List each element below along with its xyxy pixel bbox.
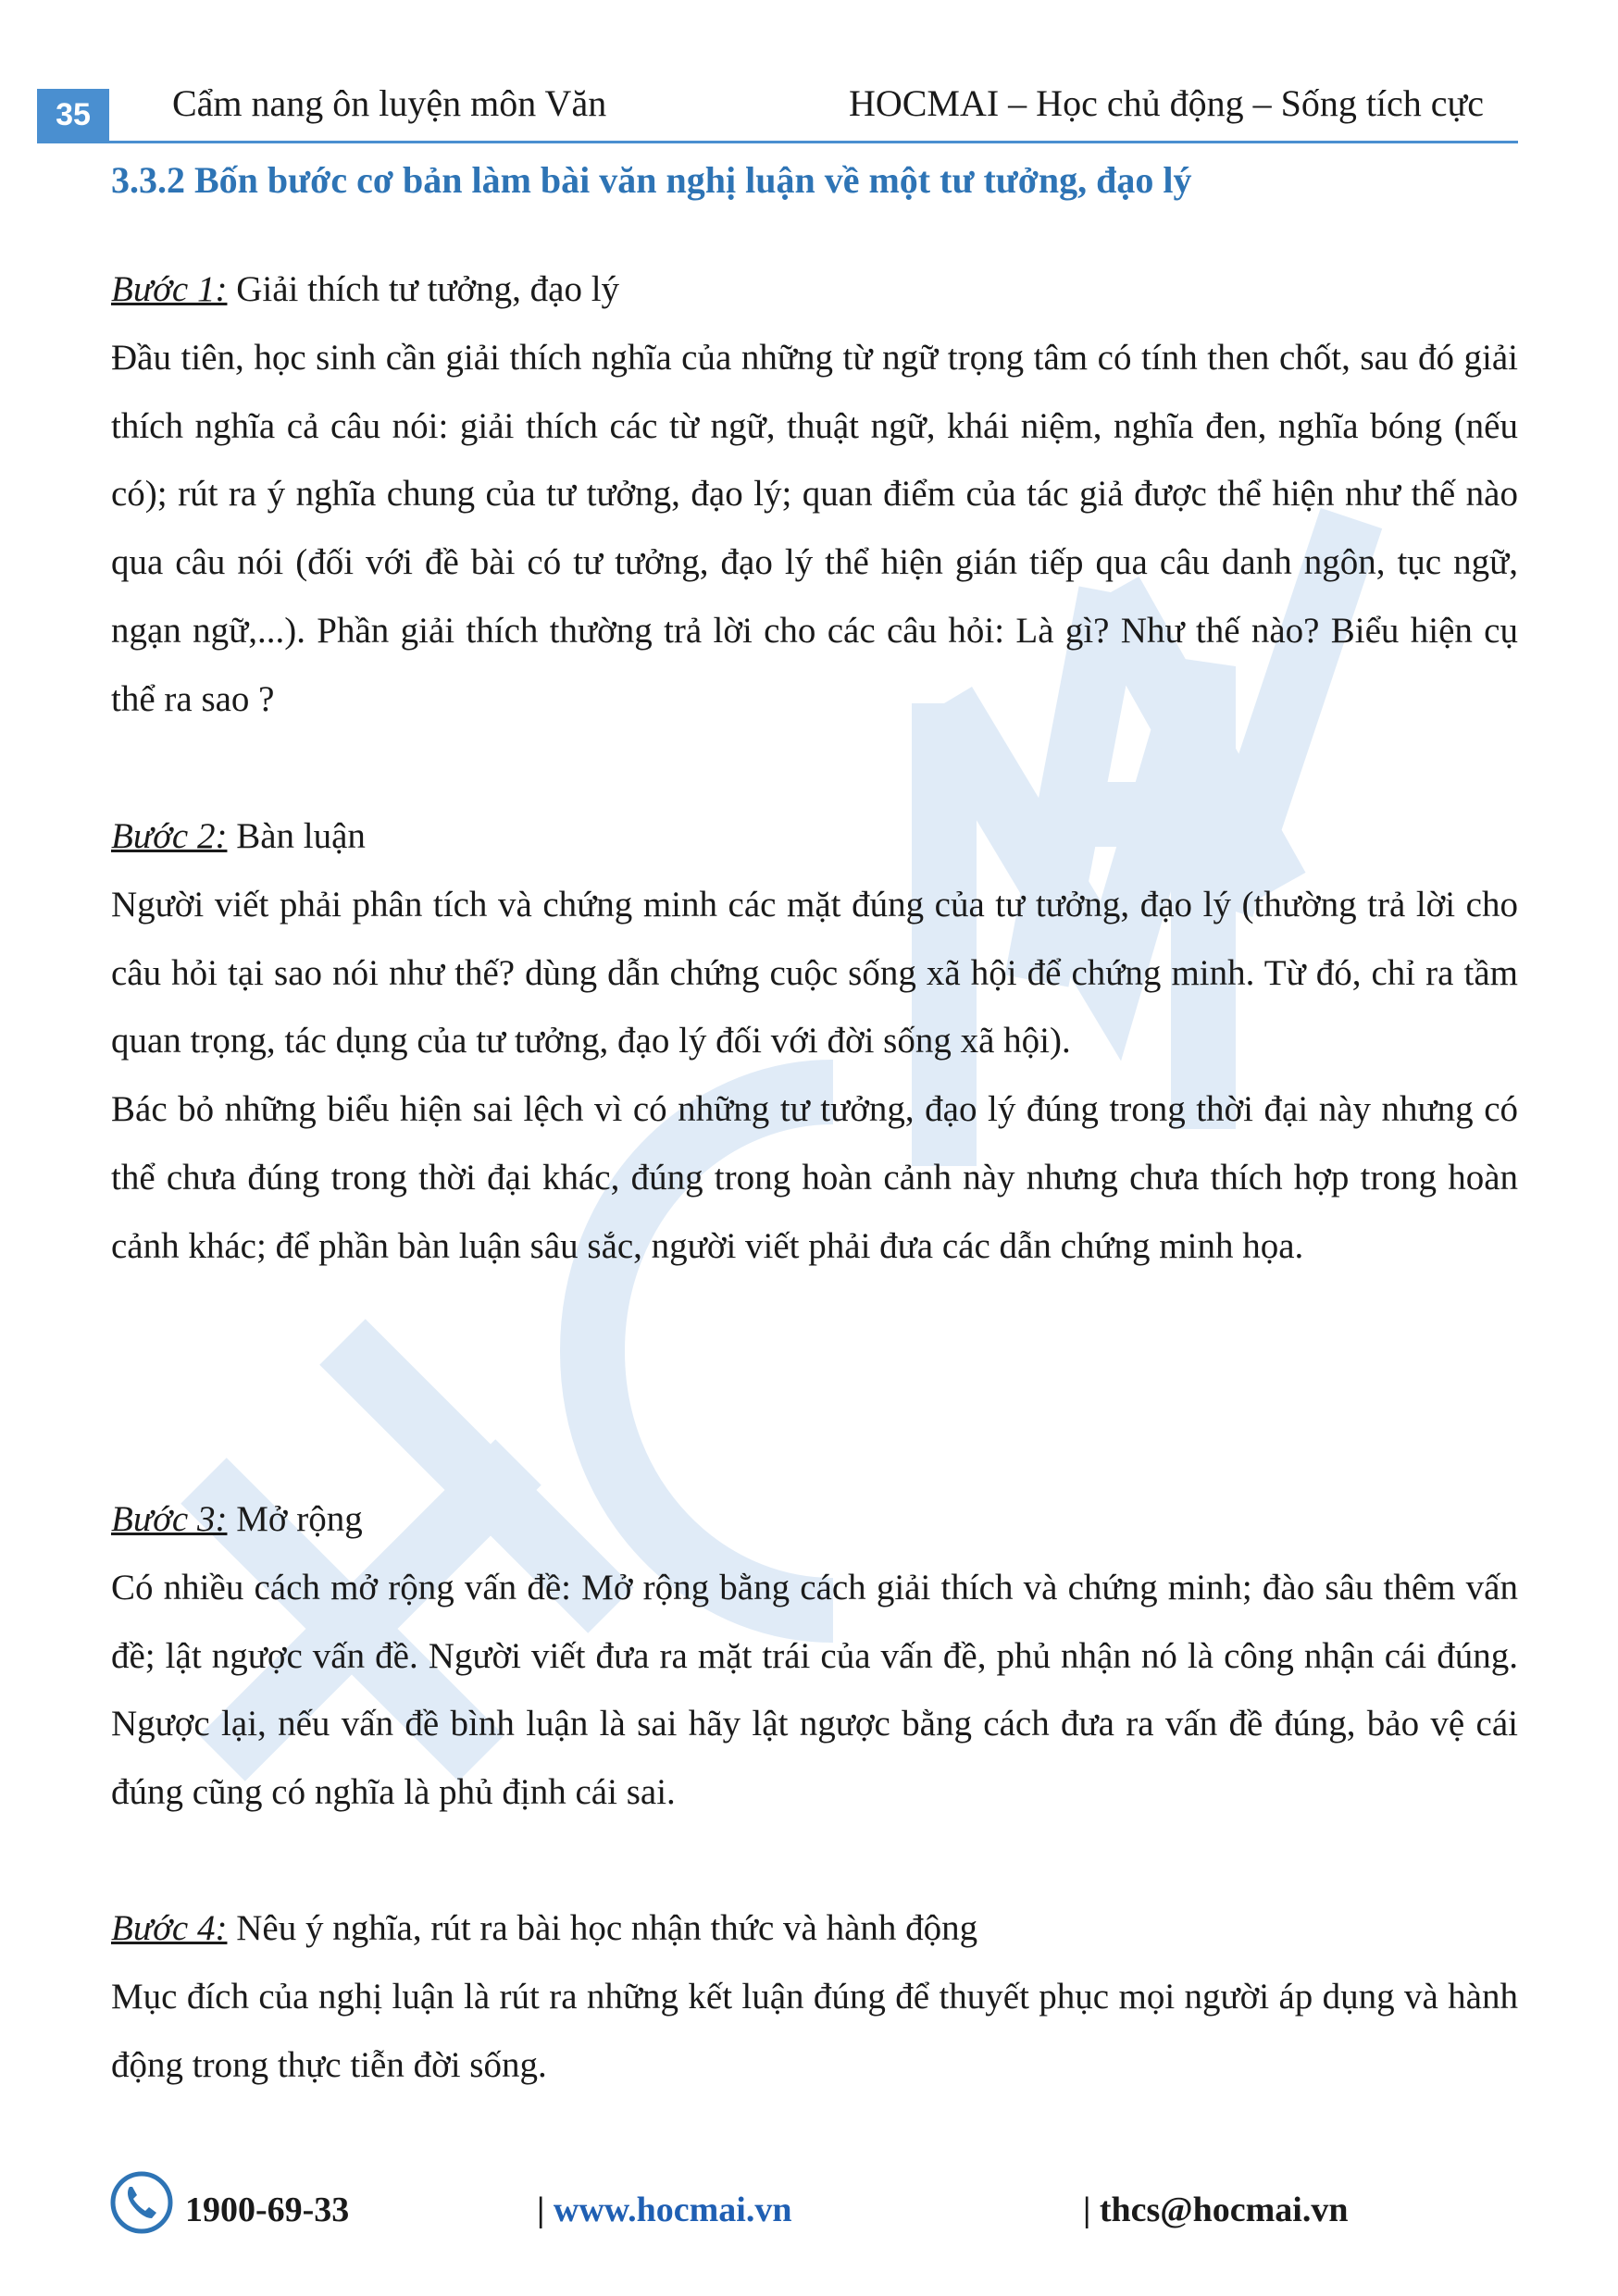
- step-3-heading: [111, 1485, 1518, 1554]
- footer-website: [537, 2184, 791, 2236]
- step-4: [111, 1894, 1518, 2099]
- section-title: 3.3.2 Bốn bước cơ bản làm bài văn nghị luận về một tư tưởng, đạo lý: [111, 159, 1192, 201]
- phone-icon: [109, 2170, 174, 2235]
- step-4-heading: [111, 1894, 1518, 1963]
- step-3-paragraph-1: Có nhiều cách mở rộng vấn đề: Mở rộng bằng cách giải thích và chứng minh; đào sâu thêm vấn đề; lật ngược vấn đề. Người viết đưa ra mặt trái của vấn đề, phủ nhận nó là công nhận cái đúng. Ngược lại, nếu vấn đề bình luận là sai hãy lật ngược bằng cách đưa ra vấn đề đúng, bảo vệ cái đúng cũng có nghĩa là phủ định cái sai.: [111, 1568, 1518, 1813]
- step-1-heading: [111, 255, 1518, 324]
- website-link[interactable]: www.hocmai.vn: [553, 2191, 792, 2229]
- step-1-paragraph-1: Đầu tiên, học sinh cần giải thích nghĩa của những từ ngữ trọng tâm có tính then chốt, sau đó giải thích nghĩa cả câu nói: giải thích các từ ngữ, thuật ngữ, khái niệm, nghĩa đen, nghĩa bóng (nếu có); rút ra ý nghĩa chung của tư tưởng, đạo lý; quan điểm của tác giả được thể hiện như thế nào qua câu nói (đối với đề bài có tư tưởng, đạo lý thể hiện gián tiếp qua câu danh ngôn, tục ngữ, ngạn ngữ,...). Phần giải thích thường trả lời cho các câu hỏi: Là gì? Như thế nào? Biểu hiện cụ thể ra sao ?: [111, 338, 1518, 719]
- footer-phone: 1900-69-33: [185, 2191, 350, 2229]
- step-2-title: Bàn luận: [227, 816, 366, 856]
- step-2-label: Bước 2:: [111, 816, 228, 856]
- step-1-label: Bước 1:: [111, 269, 228, 309]
- footer-email[interactable]: | thcs@hocmai.vn: [1083, 2191, 1349, 2229]
- step-2-paragraph-2: Bác bỏ những biểu hiện sai lệch vì có những tư tưởng, đạo lý đúng trong thời đại này nhưng có thể chưa đúng trong thời đại khác, đúng trong hoàn cảnh này nhưng chưa thích hợp trong hoàn cảnh khác; để phần bàn luận sâu sắc, người viết phải đưa các dẫn chứng minh họa.: [111, 1089, 1518, 1266]
- header-left-title: Cẩm nang ôn luyện môn Văn: [172, 82, 607, 124]
- step-2-heading: [111, 802, 1518, 871]
- step-3-label: Bước 3:: [111, 1499, 228, 1539]
- step-3-title: Mở rộng: [227, 1499, 363, 1539]
- step-4-label: Bước 4:: [111, 1908, 228, 1948]
- step-1: [111, 255, 1518, 733]
- step-1-title: Giải thích tư tưởng, đạo lý: [227, 269, 620, 309]
- step-3: [111, 1485, 1518, 1827]
- step-4-title: Nêu ý nghĩa, rút ra bài học nhận thức và hành động: [227, 1908, 978, 1948]
- step-2-paragraph-1: Người viết phải phân tích và chứng minh các mặt đúng của tư tưởng, đạo lý (thường trả lời cho câu hỏi tại sao nói như thế? dùng dẫn chứng cuộc sống xã hội để chứng minh. Từ đó, chỉ ra tầm quan trọng, tác dụng của tư tưởng, đạo lý đối với đời sống xã hội).: [111, 885, 1518, 1061]
- header-divider: [37, 141, 1518, 143]
- footer-separator: |: [537, 2191, 554, 2229]
- page-number: 35: [37, 89, 109, 141]
- header-right-title: HOCMAI – Học chủ động – Sống tích cực: [848, 82, 1484, 124]
- step-2: [111, 802, 1518, 1280]
- step-4-paragraph-1: Mục đích của nghị luận là rút ra những kết luận đúng để thuyết phục mọi người áp dụng và hành động trong thực tiễn đời sống.: [111, 1977, 1518, 2085]
